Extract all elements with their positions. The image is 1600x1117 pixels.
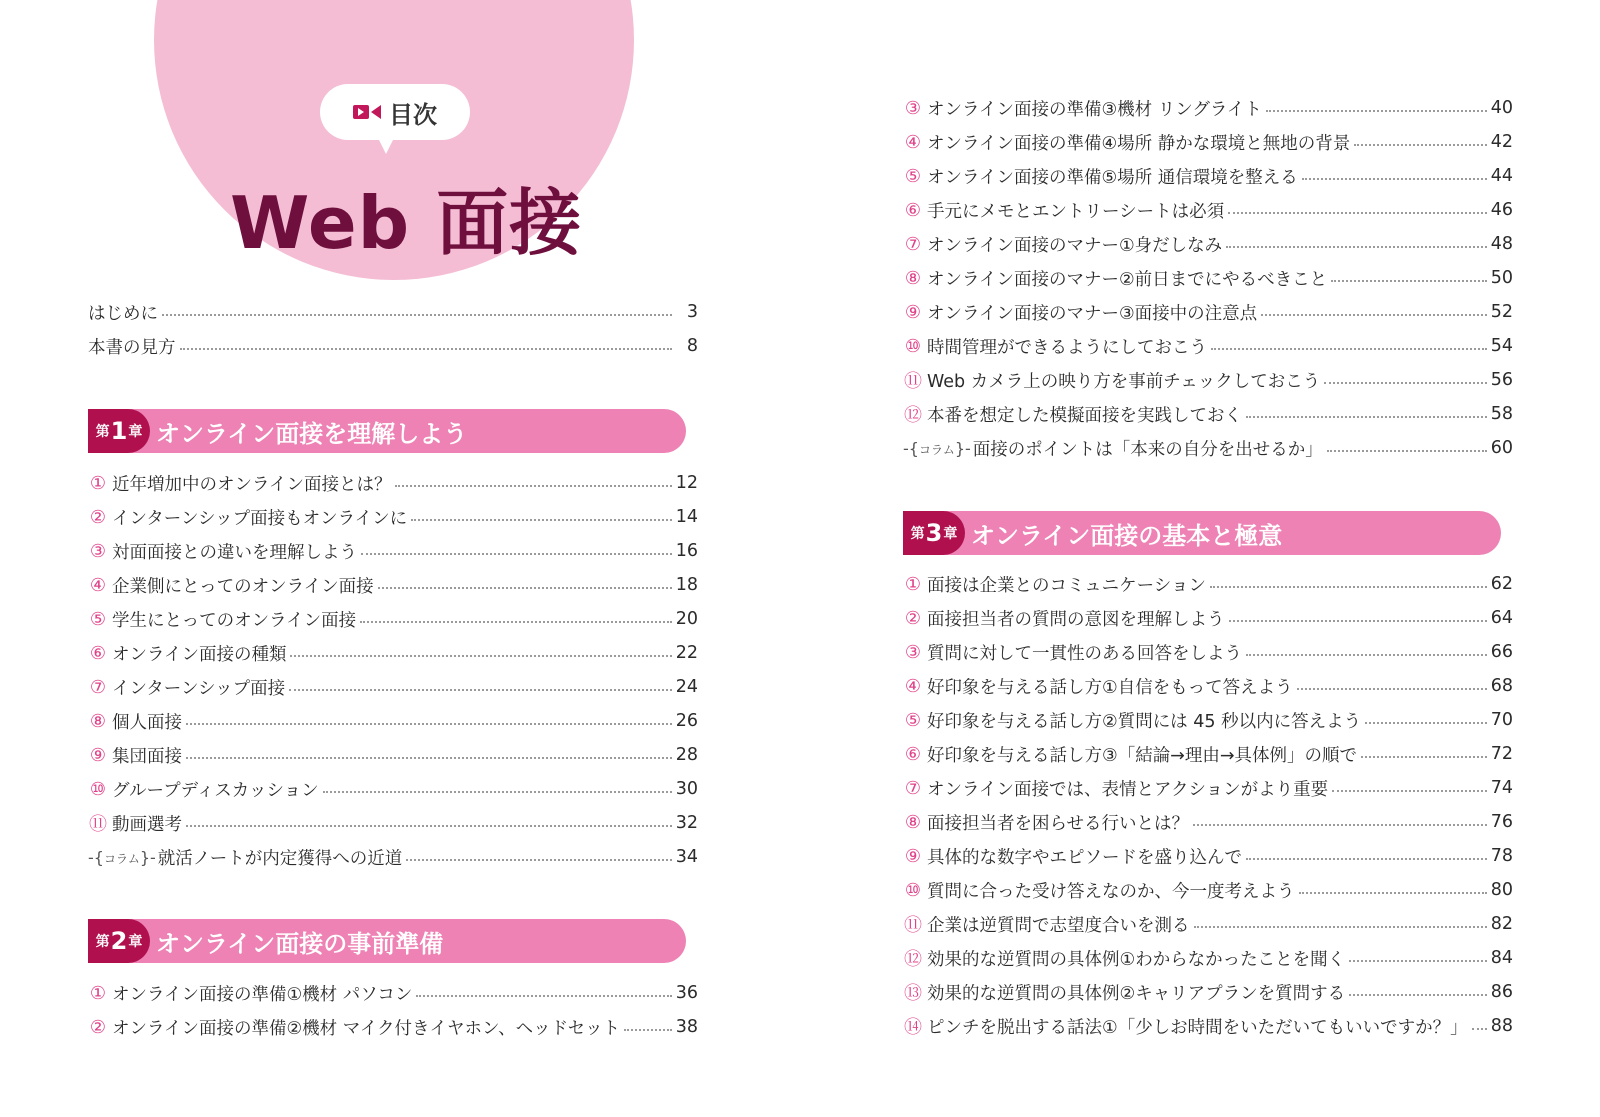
dot-leader [378, 587, 672, 589]
entry-title: 効果的な逆質問の具体例①わからなかったことを聞く [927, 949, 1346, 970]
entry-title: 効果的な逆質問の具体例②キャリアプランを質問する [927, 983, 1346, 1004]
entry-title: オンライン面接のマナー③面接中の注意点 [927, 303, 1258, 324]
dot-leader [406, 859, 671, 861]
entry-number: ② [89, 506, 107, 528]
toc-entry[interactable] [903, 332, 1513, 360]
entry-page-number: 34 [675, 847, 698, 867]
entry-page-number: 72 [1490, 744, 1513, 764]
entry-number: ① [904, 573, 922, 595]
toc-entry[interactable] [903, 604, 1513, 632]
entry-title: 動画選考 [112, 814, 182, 835]
entry-title: オンライン面接の準備⑤場所 通信環境を整える [927, 167, 1298, 188]
toc-entry[interactable] [903, 706, 1513, 734]
dot-leader [290, 655, 671, 657]
entry-title: 面接のポイントは「本来の自分を出せるか」 [972, 439, 1323, 460]
entry-page-number: 48 [1490, 234, 1513, 254]
toc-entry[interactable] [88, 741, 698, 769]
chapter-title: オンライン面接を理解しよう [156, 419, 468, 448]
dot-leader [186, 757, 672, 759]
toc-entry[interactable] [903, 94, 1513, 122]
entry-title: 面接は企業とのコミュニケーション [927, 575, 1206, 596]
entry-page-number: 60 [1490, 438, 1513, 458]
entry-number: ⑥ [904, 199, 922, 221]
entry-number: ⑬ [904, 983, 922, 1004]
toc-entry[interactable] [903, 944, 1513, 972]
chapter-badge-suffix: 章 [128, 424, 143, 440]
dot-leader [1246, 858, 1487, 860]
toc-entry[interactable] [903, 740, 1513, 768]
column-tag-left: -{ [903, 438, 919, 458]
entry-page-number: 32 [675, 813, 698, 833]
entry-page-number: 40 [1490, 98, 1513, 118]
column-tag-left: -{ [88, 847, 104, 867]
toc-entry[interactable] [903, 570, 1513, 598]
dot-leader [411, 519, 672, 521]
video-camera-icon [353, 105, 381, 119]
chapter-badge-suffix: 章 [128, 934, 143, 950]
toc-entry[interactable] [88, 332, 698, 360]
entry-page-number: 20 [675, 609, 698, 629]
entry-number: ⑤ [904, 709, 922, 731]
entry-title: オンライン面接の準備④場所 静かな環境と無地の背景 [927, 133, 1351, 154]
chapter-title: オンライン面接の基本と極意 [971, 521, 1283, 550]
entry-page-number: 84 [1490, 948, 1513, 968]
chapter-badge [88, 409, 150, 453]
toc-entry[interactable] [88, 503, 698, 531]
chapter-header [88, 409, 686, 453]
entry-number: ⑧ [904, 811, 922, 833]
entry-page-number: 30 [675, 779, 698, 799]
entry-title: Web カメラ上の映り方を事前チェックしておこう [927, 371, 1321, 392]
dot-leader [1211, 348, 1487, 350]
entry-number: ⑤ [904, 165, 922, 187]
dot-leader [1299, 892, 1487, 894]
column-tag [903, 439, 971, 458]
column-tag-word: コラム [103, 851, 140, 866]
entry-number: ⑤ [89, 608, 107, 630]
toc-entry[interactable] [88, 537, 698, 565]
toc-entry[interactable] [903, 672, 1513, 700]
toc-entry[interactable] [903, 366, 1513, 394]
dot-leader [1302, 178, 1487, 180]
toc-label-bubble [320, 84, 470, 140]
toc-entry[interactable] [88, 707, 698, 735]
entry-title: 対面面接との違いを理解しよう [112, 542, 357, 563]
entry-page-number: 56 [1490, 370, 1513, 390]
toc-entry[interactable] [903, 230, 1513, 258]
entry-page-number: 54 [1490, 336, 1513, 356]
dot-leader [1349, 994, 1487, 996]
entry-page-number: 36 [675, 983, 698, 1003]
toc-label: 目次 [389, 100, 437, 129]
entry-page-number: 68 [1490, 676, 1513, 696]
dot-leader [1354, 144, 1486, 146]
chapter-badge-suffix: 章 [943, 526, 958, 542]
entry-page-number: 76 [1490, 812, 1513, 832]
entry-page-number: 28 [675, 745, 698, 765]
entry-page-number: 88 [1490, 1016, 1513, 1036]
entry-title: 近年増加中のオンライン面接とは？ [112, 474, 392, 495]
dot-leader [162, 314, 672, 316]
toc-entry[interactable] [903, 876, 1513, 904]
dot-leader [323, 791, 672, 793]
entry-number: ① [89, 472, 107, 494]
entry-number: ⑩ [89, 778, 107, 800]
entry-page-number: 86 [1490, 982, 1513, 1002]
dot-leader [1297, 688, 1487, 690]
entry-page-number: 70 [1490, 710, 1513, 730]
dot-leader [289, 689, 672, 691]
entry-title: オンライン面接の準備③機材 リングライト [927, 99, 1262, 120]
entry-title: 面接担当者の質問の意図を理解しよう [927, 609, 1225, 630]
toc-entry[interactable] [903, 978, 1513, 1006]
chapter-badge [903, 511, 965, 555]
entry-number: ⑪ [89, 814, 107, 835]
entry-title: 好印象を与える話し方③「結論→理由→具体例」の順で [927, 745, 1358, 766]
entry-number: ④ [904, 131, 922, 153]
dot-leader [1327, 450, 1487, 452]
entry-page-number: 52 [1490, 302, 1513, 322]
toc-entry[interactable] [903, 264, 1513, 292]
toc-entry[interactable] [903, 638, 1513, 666]
toc-entry[interactable] [903, 162, 1513, 190]
dot-leader [1226, 246, 1487, 248]
entry-number: ⑥ [89, 642, 107, 664]
entry-number: ⑧ [89, 710, 107, 732]
toc-entry[interactable] [88, 809, 698, 837]
entry-title: 本番を想定した模擬面接を実践しておく [927, 405, 1242, 426]
dot-leader [186, 723, 672, 725]
entry-number: ⑪ [904, 371, 922, 392]
toc-entry[interactable] [88, 605, 698, 633]
entry-number: ③ [904, 97, 922, 119]
entry-number: ③ [89, 540, 107, 562]
dot-leader [1332, 790, 1487, 792]
entry-page-number: 64 [1490, 608, 1513, 628]
entry-number: ⑦ [89, 676, 107, 698]
entry-title: 企業は逆質問で志望度合いを測る [927, 915, 1190, 936]
entry-title: 手元にメモとエントリーシートは必須 [927, 201, 1225, 222]
entry-number: ③ [904, 641, 922, 663]
chapter-badge-number: 3 [925, 519, 943, 547]
chapter-header [903, 511, 1501, 555]
entry-title: 集団面接 [112, 746, 182, 767]
entry-number: ② [904, 607, 922, 629]
toc-entry[interactable] [903, 910, 1513, 938]
entry-page-number: 12 [675, 473, 698, 493]
entry-title: 企業側にとってのオンライン面接 [112, 576, 374, 597]
dot-leader [1349, 960, 1487, 962]
dot-leader [186, 825, 672, 827]
entry-title: グループディスカッション [112, 780, 319, 801]
entry-title: 質問に対して一貫性のある回答をしよう [927, 643, 1242, 664]
entry-page-number: 22 [675, 643, 698, 663]
entry-title: 個人面接 [112, 712, 182, 733]
chapter-title: オンライン面接の事前準備 [156, 929, 444, 958]
toc-entry[interactable] [88, 775, 698, 803]
dot-leader [1229, 620, 1487, 622]
chapter-badge-number: 1 [110, 417, 128, 445]
toc-entry[interactable] [903, 128, 1513, 156]
column-tag [88, 848, 156, 867]
entry-title: オンライン面接のマナー①身だしなみ [927, 235, 1223, 256]
toc-entry[interactable] [903, 1012, 1513, 1040]
entry-page-number: 14 [675, 507, 698, 527]
chapter-badge-prefix: 第 [910, 526, 925, 542]
toc-entry[interactable] [88, 979, 698, 1007]
dot-leader [1324, 382, 1487, 384]
entry-page-number: 80 [1490, 880, 1513, 900]
entry-number: ⑥ [904, 743, 922, 765]
column-tag-right: }- [139, 847, 156, 867]
entry-number: ① [89, 982, 107, 1004]
dot-leader [1246, 654, 1487, 656]
entry-title: 具体的な数字やエピソードを盛り込んで [927, 847, 1242, 868]
dot-leader [1266, 110, 1487, 112]
column-tag-right: }- [954, 438, 971, 458]
entry-title: インターンシップ面接 [112, 678, 286, 699]
entry-number: ⑧ [904, 267, 922, 289]
entry-number: ② [89, 1016, 107, 1038]
dot-leader [1331, 280, 1487, 282]
dot-leader [1193, 824, 1487, 826]
dot-leader [1210, 586, 1487, 588]
entry-title: 本書の見方 [88, 337, 176, 358]
entry-page-number: 44 [1490, 166, 1513, 186]
entry-page-number: 62 [1490, 574, 1513, 594]
entry-number: ④ [904, 675, 922, 697]
entry-title: オンライン面接の種類 [112, 644, 287, 665]
entry-page-number: 82 [1490, 914, 1513, 934]
dot-leader [360, 621, 672, 623]
entry-number: ⑫ [904, 949, 922, 970]
column-entry[interactable] [88, 843, 698, 871]
entry-page-number: 24 [675, 677, 698, 697]
entry-title: オンライン面接の準備②機材 マイク付きイヤホン、ヘッドセット [112, 1018, 621, 1039]
toc-entry[interactable] [88, 673, 698, 701]
entry-page-number: 8 [686, 336, 698, 356]
entry-title: オンライン面接では、表情とアクションがより重要 [927, 779, 1329, 800]
toc-entry[interactable] [88, 298, 698, 326]
entry-number: ⑦ [904, 233, 922, 255]
chapter-header [88, 919, 686, 963]
toc-entry[interactable] [903, 774, 1513, 802]
entry-number: ⑨ [904, 301, 922, 323]
entry-number: ⑭ [904, 1017, 922, 1038]
entry-number: ⑩ [904, 879, 922, 901]
entry-number: ⑫ [904, 405, 922, 426]
entry-title: 時間管理ができるようにしておこう [927, 337, 1207, 358]
dot-leader [180, 348, 673, 350]
entry-title: ピンチを脱出する話法①「少しお時間をいただいてもいいですか？」 [927, 1017, 1468, 1038]
entry-title: 学生にとってのオンライン面接 [112, 610, 357, 631]
toc-entry[interactable] [903, 400, 1513, 428]
entry-title: 就活ノートが内定獲得への近道 [157, 848, 403, 869]
entry-page-number: 50 [1490, 268, 1513, 288]
entry-page-number: 18 [675, 575, 698, 595]
chapter-badge [88, 919, 150, 963]
chapter-badge-prefix: 第 [95, 934, 110, 950]
toc-entry[interactable] [88, 571, 698, 599]
entry-title: オンライン面接のマナー②前日までにやるべきこと [927, 269, 1328, 290]
toc-entry[interactable] [88, 469, 698, 497]
entry-title: インターンシップ面接もオンラインに [112, 508, 408, 529]
dot-leader [1246, 416, 1487, 418]
toc-entry[interactable] [903, 808, 1513, 836]
entry-title: 面接担当者を困らせる行いとは？ [927, 813, 1189, 834]
column-tag-word: コラム [918, 442, 955, 457]
dot-leader [1228, 212, 1487, 214]
entry-number: ⑨ [904, 845, 922, 867]
entry-page-number: 58 [1490, 404, 1513, 424]
entry-title: 質問に合った受け答えなのか、今一度考えよう [927, 881, 1295, 902]
dot-leader [416, 995, 671, 997]
chapter-badge-number: 2 [110, 927, 128, 955]
toc-entry[interactable] [903, 196, 1513, 224]
entry-page-number: 78 [1490, 846, 1513, 866]
entry-number: ⑦ [904, 777, 922, 799]
dot-leader [624, 1029, 672, 1031]
entry-title: 好印象を与える話し方②質問には 45 秒以内に答えよう [927, 711, 1362, 732]
column-entry[interactable] [903, 434, 1513, 462]
chapter-badge-prefix: 第 [95, 424, 110, 440]
entry-page-number: 74 [1490, 778, 1513, 798]
entry-page-number: 38 [675, 1017, 698, 1037]
entry-number: ④ [89, 574, 107, 596]
entry-title: オンライン面接の準備①機材 パソコン [112, 984, 413, 1005]
entry-page-number: 46 [1490, 200, 1513, 220]
toc-entry[interactable] [903, 842, 1513, 870]
entry-page-number: 42 [1490, 132, 1513, 152]
toc-entry[interactable] [903, 298, 1513, 326]
toc-entry[interactable] [88, 639, 698, 667]
entry-page-number: 16 [675, 541, 698, 561]
dot-leader [1365, 722, 1487, 724]
entry-title: はじめに [88, 303, 158, 324]
dot-leader [1472, 1028, 1487, 1030]
entry-page-number: 3 [686, 302, 698, 322]
dot-leader [395, 485, 671, 487]
entry-number: ⑪ [904, 915, 922, 936]
entry-number: ⑨ [89, 744, 107, 766]
toc-entry[interactable] [88, 1013, 698, 1041]
book-title: Web 面接 [230, 181, 583, 265]
entry-title: 好印象を与える話し方①自信をもって答えよう [927, 677, 1293, 698]
dot-leader [1261, 314, 1487, 316]
entry-page-number: 26 [675, 711, 698, 731]
entry-number: ⑩ [904, 335, 922, 357]
dot-leader [361, 553, 672, 555]
dot-leader [1194, 926, 1487, 928]
dot-leader [1361, 756, 1487, 758]
entry-page-number: 66 [1490, 642, 1513, 662]
